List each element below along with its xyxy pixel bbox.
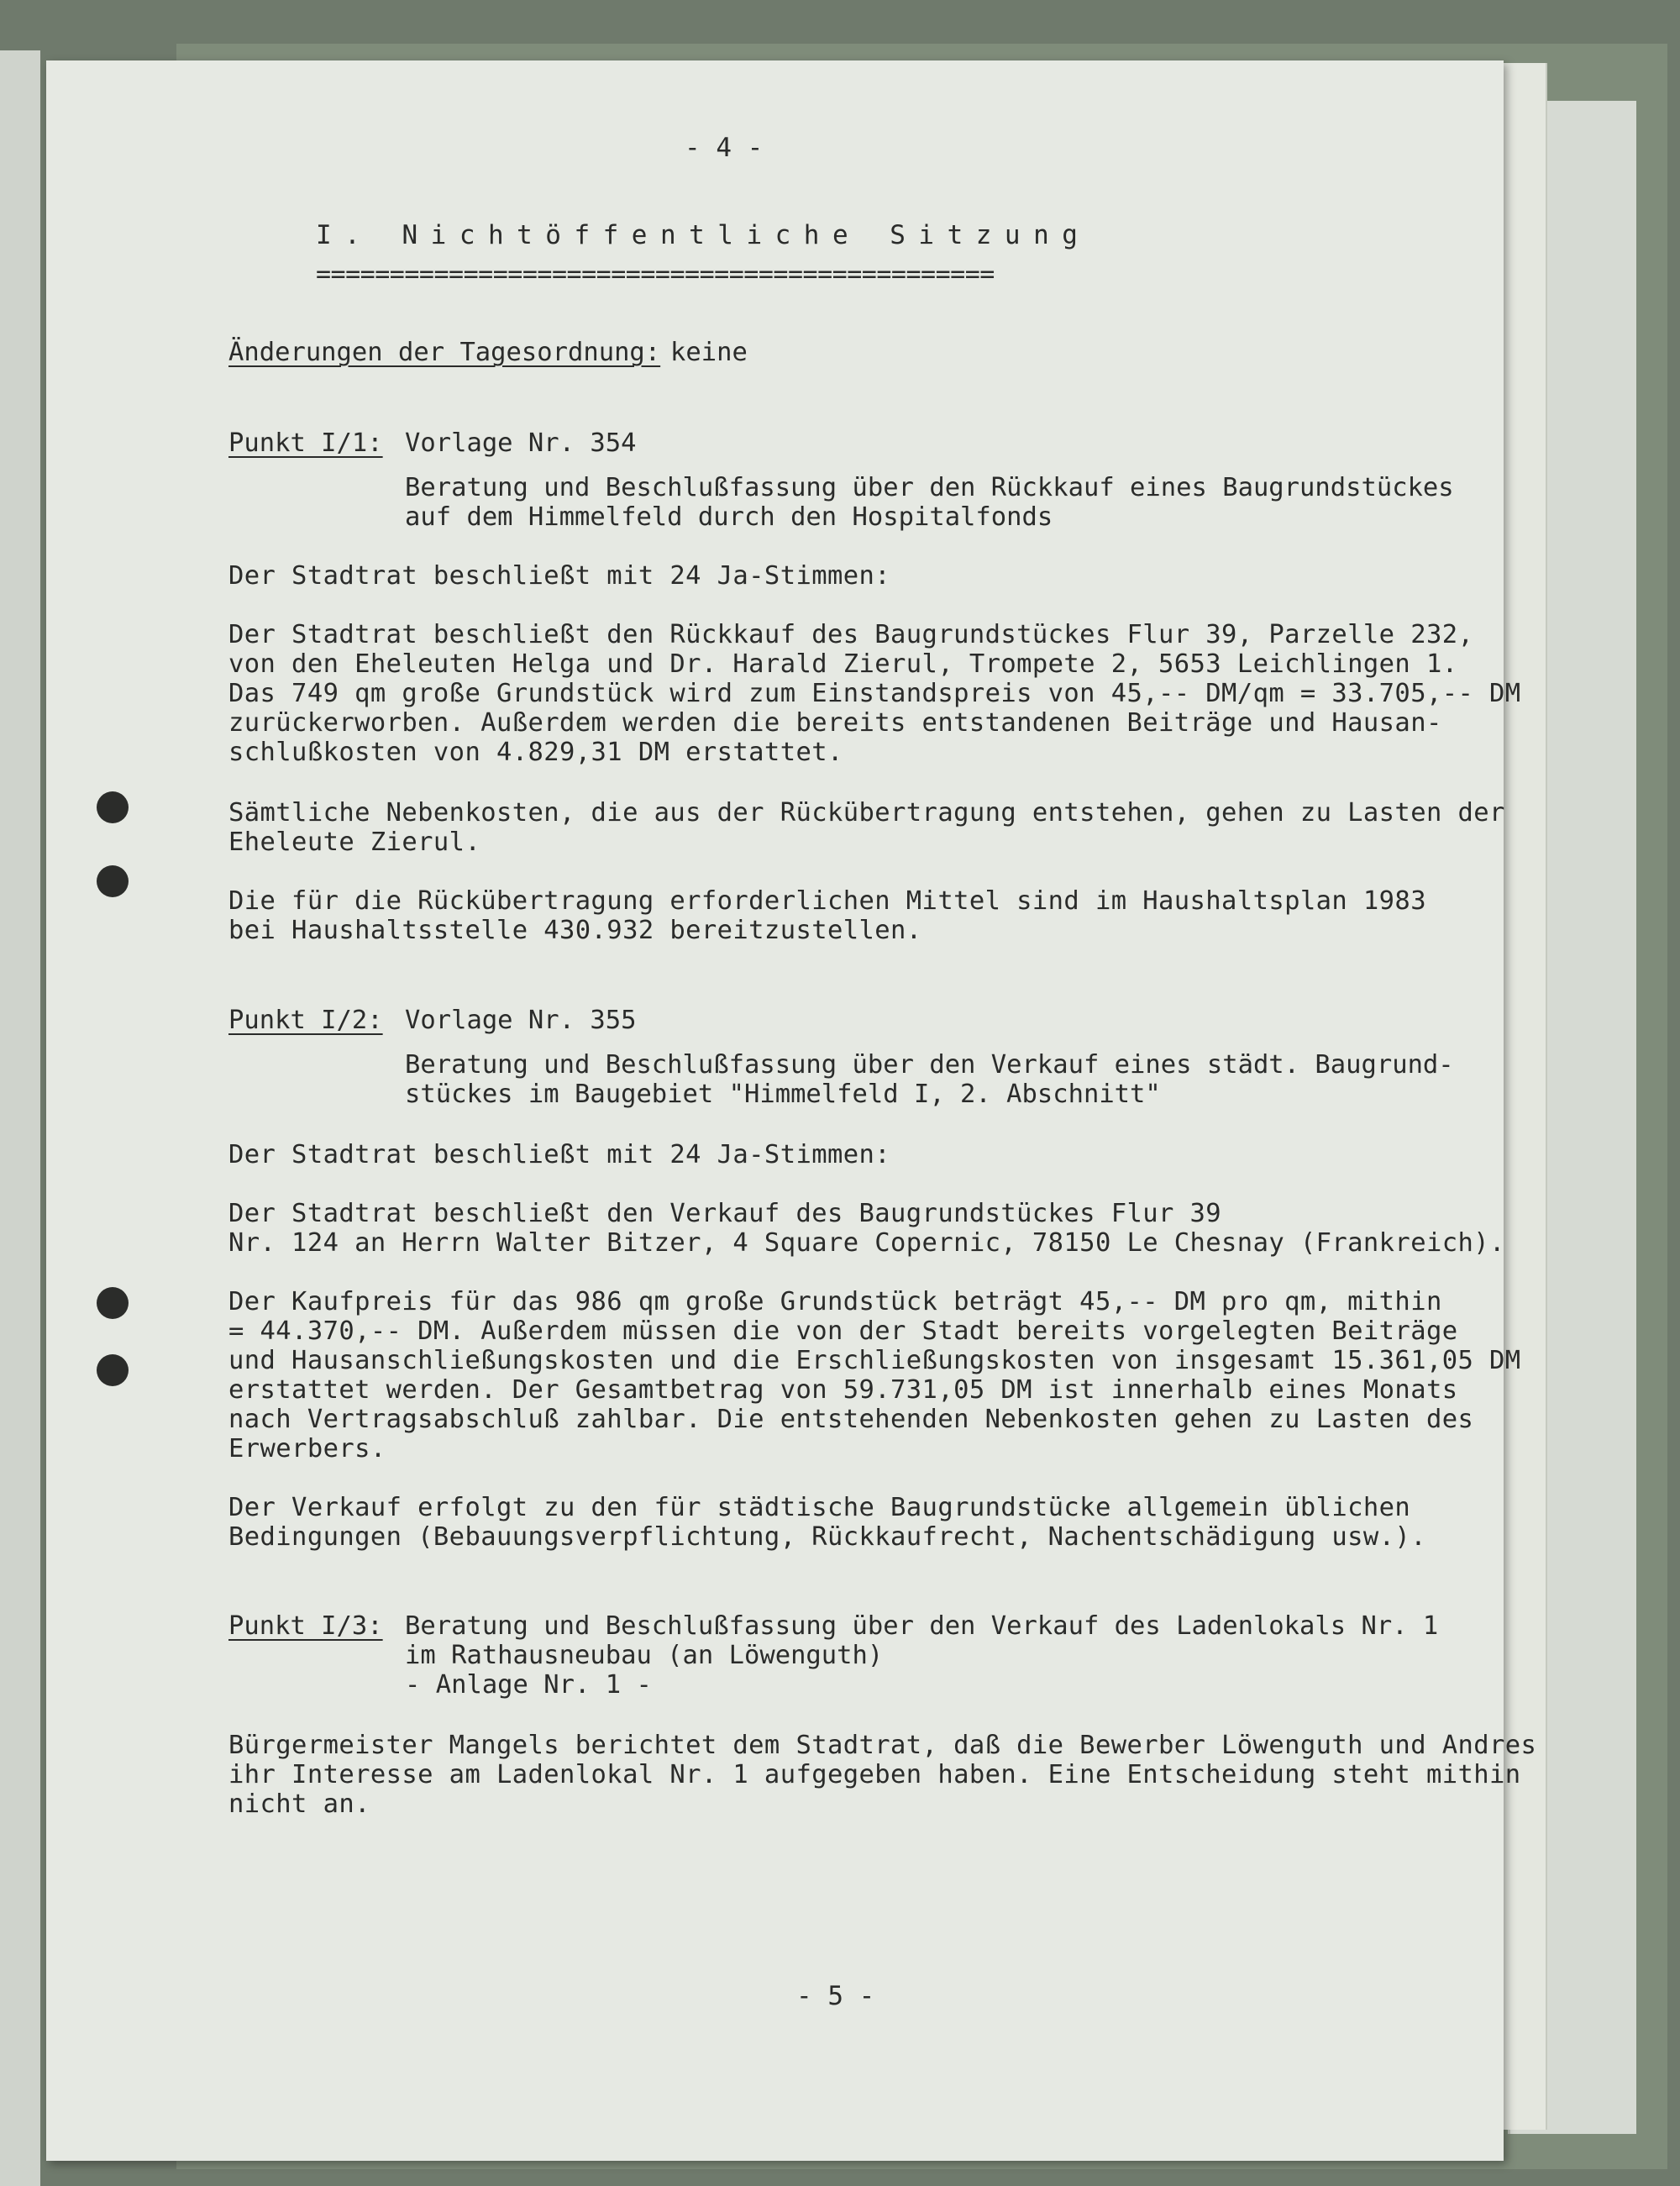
item-2-vote: Der Stadtrat beschließt mit 24 Ja-Stimmen: xyxy=(228,1140,891,1169)
punch-hole xyxy=(97,1354,129,1386)
page-number: - 4 - xyxy=(685,133,764,163)
punch-hole xyxy=(97,1287,129,1319)
item-3-attachment: - Anlage Nr. 1 - xyxy=(405,1670,652,1700)
punch-hole xyxy=(97,865,129,897)
item-2-price-line: Der Kaufpreis für das 986 qm große Grundstück beträgt 45,-- DM pro qm, mithin xyxy=(228,1287,1442,1316)
item-3-report-line: Bürgermeister Mangels berichtet dem Stadtrat, daß die Bewerber Löwenguth und Andres xyxy=(228,1731,1537,1760)
item-2-subject-line: Beratung und Beschlußfassung über den Verkauf eines städt. Baugrund- xyxy=(405,1050,1454,1080)
agenda-changes-value: keine xyxy=(670,338,748,367)
item-3-report-line: nicht an. xyxy=(228,1789,370,1819)
section-title: I. Nichtöffentliche Sitzung xyxy=(316,220,1091,250)
item-2-price-line: und Hausanschließungskosten und die Erschließungskosten von insgesamt 15.361,05 DM xyxy=(228,1346,1521,1375)
item-3-subject-line: im Rathausneubau (an Löwenguth) xyxy=(405,1641,884,1670)
item-2-resolution-line: Nr. 124 an Herrn Walter Bitzer, 4 Square Copernic, 78150 Le Chesnay (Frankreich). xyxy=(228,1228,1505,1258)
item-2-subject-line: stückes im Baugebiet "Himmelfeld I, 2. Abschnitt" xyxy=(405,1080,1161,1109)
next-page-number: - 5 - xyxy=(796,1981,875,2011)
item-1-subject-line: auf dem Himmelfeld durch den Hospitalfonds xyxy=(405,502,1053,532)
item-2-vorlage: Vorlage Nr. 355 xyxy=(405,1006,637,1035)
item-2-resolution-line: Der Stadtrat beschließt den Verkauf des Baugrundstückes Flur 39 xyxy=(228,1199,1222,1228)
item-1-resolution-line: zurückerworben. Außerdem werden die bereits entstandenen Beiträge und Hausan- xyxy=(228,708,1442,738)
item-1-costs-line: Sämtliche Nebenkosten, die aus der Rückübertragung entstehen, gehen zu Lasten der xyxy=(228,798,1505,828)
item-2-price-line: = 44.370,-- DM. Außerdem müssen die von der Stadt bereits vorgelegten Beiträge xyxy=(228,1316,1458,1346)
facing-page-edge xyxy=(0,50,40,2186)
item-1-resolution-line: von den Eheleuten Helga und Dr. Harald Zierul, Trompete 2, 5653 Leichlingen 1. xyxy=(228,649,1458,679)
item-2-conditions-line: Der Verkauf erfolgt zu den für städtische Baugrundstücke allgemein üblichen xyxy=(228,1493,1411,1522)
document-page xyxy=(46,60,1504,2161)
item-2-price-line: Erwerbers. xyxy=(228,1434,386,1463)
item-2-price-line: nach Vertragsabschluß zahlbar. Die entstehenden Nebenkosten gehen zu Lasten des xyxy=(228,1405,1474,1434)
agenda-changes-label: Änderungen der Tagesordnung: xyxy=(228,338,661,367)
item-3-label: Punkt I/3: xyxy=(228,1611,383,1641)
item-1-resolution-line: schlußkosten von 4.829,31 DM erstattet. xyxy=(228,738,843,767)
item-1-funds-line: bei Haushaltsstelle 430.932 bereitzustellen. xyxy=(228,916,922,945)
item-2-price-line: erstattet werden. Der Gesamtbetrag von 59.731,05 DM ist innerhalb eines Monats xyxy=(228,1375,1458,1405)
item-1-label: Punkt I/1: xyxy=(228,428,383,458)
item-1-costs-line: Eheleute Zierul. xyxy=(228,828,481,857)
item-3-subject-line: Beratung und Beschlußfassung über den Verkauf des Ladenlokals Nr. 1 xyxy=(405,1611,1439,1641)
item-1-resolution-line: Der Stadtrat beschließt den Rückkauf des Baugrundstückes Flur 39, Parzelle 232, xyxy=(228,620,1474,649)
item-1-vorlage: Vorlage Nr. 354 xyxy=(405,428,637,458)
item-1-vote: Der Stadtrat beschließt mit 24 Ja-Stimmen: xyxy=(228,561,891,591)
item-2-label: Punkt I/2: xyxy=(228,1006,383,1035)
punch-hole xyxy=(97,791,129,823)
item-1-funds-line: Die für die Rückübertragung erforderlichen Mittel sind im Haushaltsplan 1983 xyxy=(228,886,1426,916)
item-2-conditions-line: Bedingungen (Bebauungsverpflichtung, Rückkaufrecht, Nachentschädigung usw.). xyxy=(228,1522,1426,1552)
item-3-report-line: ihr Interesse am Ladenlokal Nr. 1 aufgegeben haben. Eine Entscheidung steht mithin xyxy=(228,1760,1521,1789)
section-title-rule: ============================================== xyxy=(316,260,995,289)
item-1-resolution-line: Das 749 qm große Grundstück wird zum Einstandspreis von 45,-- DM/qm = 33.705,-- DM xyxy=(228,679,1521,708)
item-1-subject-line: Beratung und Beschlußfassung über den Rückkauf eines Baugrundstückes xyxy=(405,473,1454,502)
